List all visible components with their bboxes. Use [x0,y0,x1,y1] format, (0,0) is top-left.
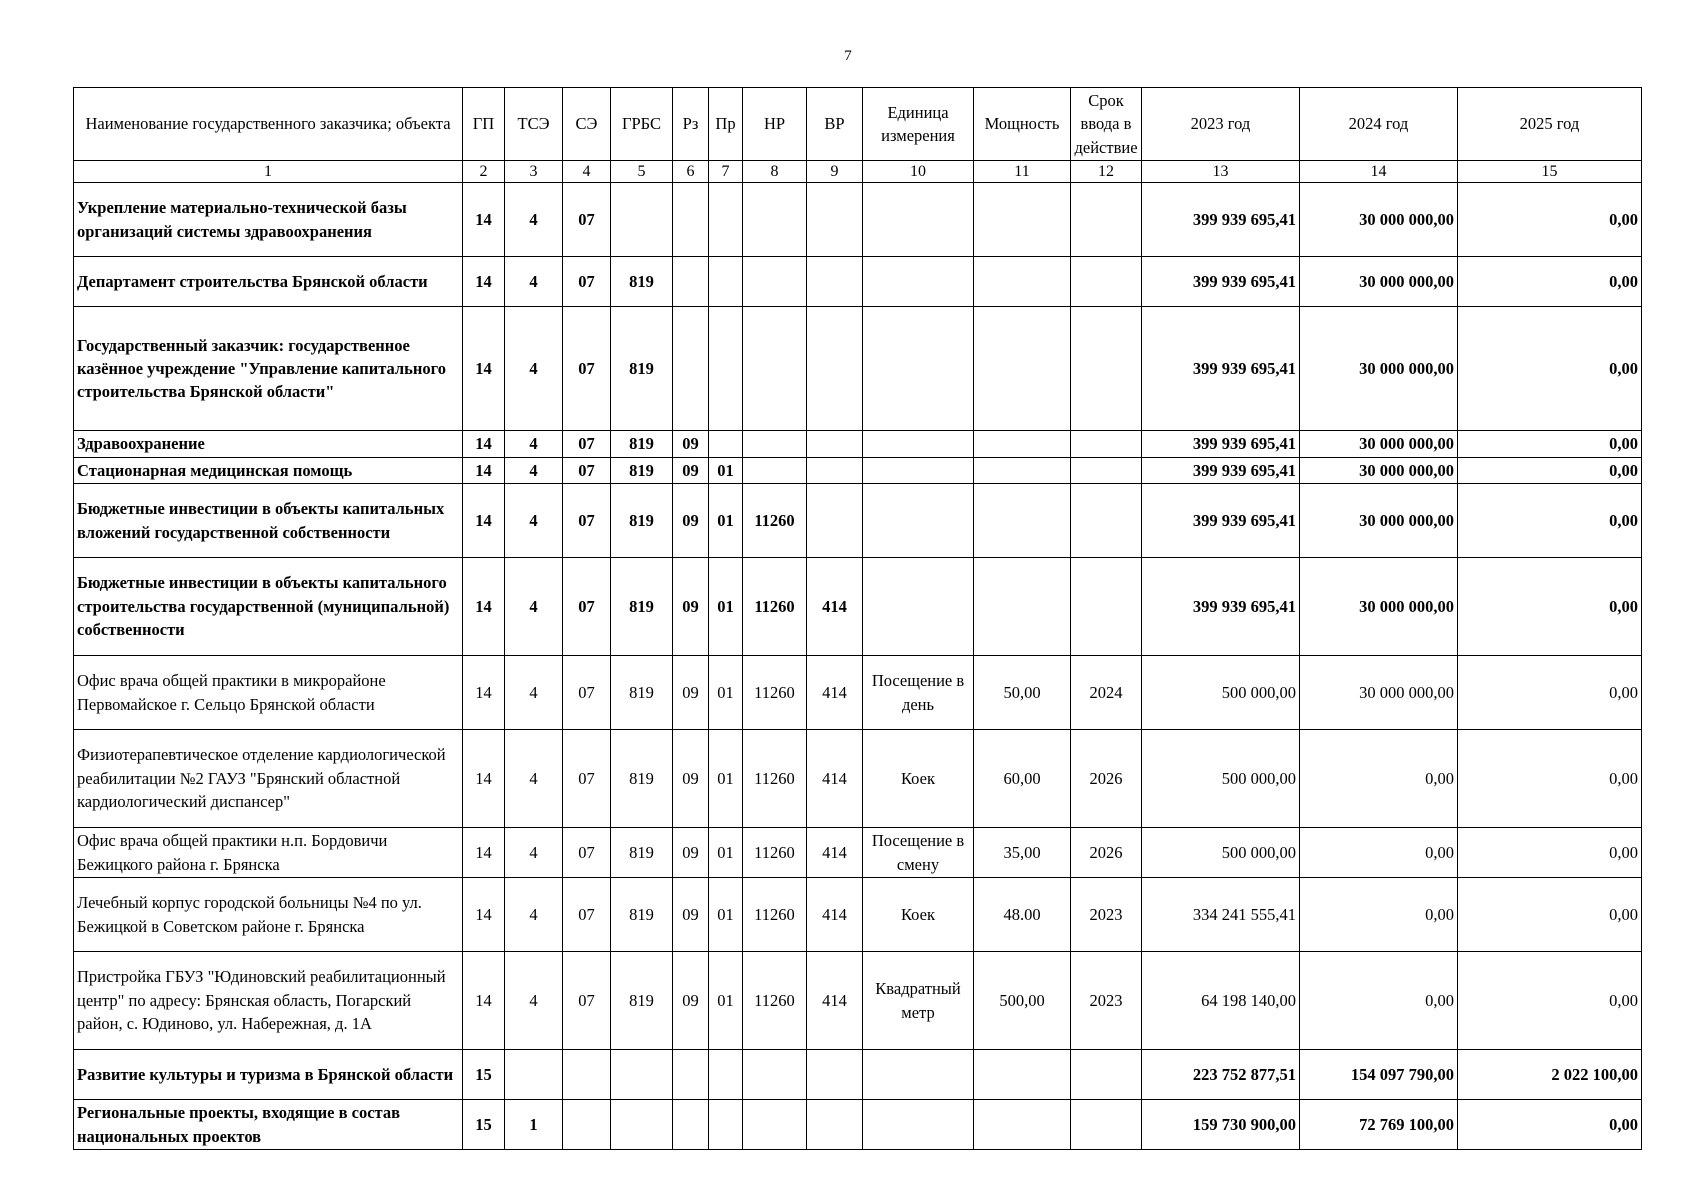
cell-gp: 14 [463,656,505,730]
row-name: Бюджетные инвестиции в объекты капитального строительства государственной (муниципальной) собственности [74,558,463,656]
cell-tse: 4 [505,656,563,730]
cell-pr [709,1100,743,1150]
cell-2023: 399 939 695,41 [1142,307,1300,431]
cell-pr [709,1050,743,1100]
cell-gp: 15 [463,1050,505,1100]
cell-capacity [974,1100,1071,1150]
cell-vr [807,183,863,257]
row-name: Региональные проекты, входящие в состав национальных проектов [74,1100,463,1150]
cell-2023: 159 730 900,00 [1142,1100,1300,1150]
cell-vr [807,1050,863,1100]
cell-unit: Посещение в день [863,656,974,730]
column-number: 8 [743,161,807,183]
cell-pr: 01 [709,730,743,828]
cell-grbs: 819 [611,878,673,952]
column-number: 13 [1142,161,1300,183]
cell-se: 07 [563,457,611,483]
column-number: 3 [505,161,563,183]
cell-tse: 4 [505,558,563,656]
header-name: Наименование государственного заказчика; объекта [74,88,463,161]
table-row [74,484,1642,558]
cell-2025: 0,00 [1458,307,1642,431]
cell-gp: 15 [463,1100,505,1150]
cell-term [1071,431,1142,457]
table-row [74,656,1642,730]
column-number: 1 [74,161,463,183]
cell-capacity [974,257,1071,307]
cell-nr [743,1100,807,1150]
column-number: 10 [863,161,974,183]
cell-term [1071,558,1142,656]
cell-vr [807,1100,863,1150]
cell-capacity: 35,00 [974,828,1071,878]
cell-unit [863,431,974,457]
cell-pr: 01 [709,484,743,558]
cell-2024: 72 769 100,00 [1300,1100,1458,1150]
cell-2025: 0,00 [1458,431,1642,457]
cell-rz: 09 [673,484,709,558]
cell-gp: 14 [463,558,505,656]
cell-2023: 399 939 695,41 [1142,257,1300,307]
cell-2024: 30 000 000,00 [1300,307,1458,431]
cell-vr: 414 [807,878,863,952]
cell-gp: 14 [463,484,505,558]
cell-2025: 0,00 [1458,1100,1642,1150]
cell-2024: 0,00 [1300,730,1458,828]
row-name: Пристройка ГБУЗ "Юдиновский реабилитационный центр" по адресу: Брянская область, Погарский район, с. Юдиново, ул. Набережная, д. 1А [74,952,463,1050]
row-name: Укрепление материально-технической базы организаций системы здравоохранения [74,183,463,257]
cell-gp: 14 [463,952,505,1050]
cell-se [563,1100,611,1150]
header-rz: Рз [673,88,709,161]
cell-rz [673,257,709,307]
row-name: Развитие культуры и туризма в Брянской области [74,1050,463,1100]
column-number: 9 [807,161,863,183]
cell-vr [807,307,863,431]
cell-capacity [974,431,1071,457]
cell-grbs: 819 [611,558,673,656]
cell-pr [709,257,743,307]
cell-2025: 0,00 [1458,656,1642,730]
cell-nr [743,457,807,483]
cell-rz [673,1100,709,1150]
cell-unit [863,183,974,257]
cell-pr: 01 [709,656,743,730]
cell-tse [505,1050,563,1100]
cell-pr [709,183,743,257]
cell-unit [863,457,974,483]
cell-rz: 09 [673,457,709,483]
cell-term [1071,257,1142,307]
cell-vr [807,257,863,307]
row-name: Стационарная медицинская помощь [74,457,463,483]
cell-term: 2023 [1071,878,1142,952]
cell-term [1071,1050,1142,1100]
cell-grbs: 819 [611,730,673,828]
row-name: Здравоохранение [74,431,463,457]
cell-gp: 14 [463,730,505,828]
cell-se: 07 [563,952,611,1050]
cell-2023: 399 939 695,41 [1142,431,1300,457]
cell-tse: 4 [505,730,563,828]
cell-capacity [974,1050,1071,1100]
cell-term [1071,1100,1142,1150]
cell-vr: 414 [807,656,863,730]
cell-grbs: 819 [611,952,673,1050]
column-number: 7 [709,161,743,183]
row-name: Департамент строительства Брянской области [74,257,463,307]
page-number: 7 [844,48,852,64]
header-2023: 2023 год [1142,88,1300,161]
cell-tse: 4 [505,952,563,1050]
cell-tse: 4 [505,431,563,457]
cell-capacity [974,558,1071,656]
cell-2025: 0,00 [1458,457,1642,483]
cell-grbs: 819 [611,257,673,307]
cell-rz: 09 [673,730,709,828]
header-se: СЭ [563,88,611,161]
table-row [74,257,1642,307]
row-name: Бюджетные инвестиции в объекты капитальных вложений государственной собственности [74,484,463,558]
cell-vr [807,431,863,457]
header-2025: 2025 год [1458,88,1642,161]
cell-tse: 4 [505,484,563,558]
header-term: Срок ввода в действие [1071,88,1142,161]
cell-vr [807,457,863,483]
cell-2024: 0,00 [1300,828,1458,878]
cell-nr [743,257,807,307]
column-number: 15 [1458,161,1642,183]
cell-unit [863,558,974,656]
cell-gp: 14 [463,183,505,257]
cell-2023: 399 939 695,41 [1142,484,1300,558]
cell-2025: 0,00 [1458,183,1642,257]
cell-2024: 30 000 000,00 [1300,457,1458,483]
cell-capacity: 50,00 [974,656,1071,730]
cell-se: 07 [563,307,611,431]
cell-vr: 414 [807,558,863,656]
cell-2023: 399 939 695,41 [1142,183,1300,257]
table-row [74,307,1642,431]
cell-se: 07 [563,558,611,656]
cell-tse: 4 [505,878,563,952]
cell-nr: 11260 [743,656,807,730]
cell-capacity [974,457,1071,483]
cell-rz: 09 [673,558,709,656]
table-row [74,952,1642,1050]
cell-rz: 09 [673,828,709,878]
cell-2025: 0,00 [1458,558,1642,656]
cell-2025: 2 022 100,00 [1458,1050,1642,1100]
cell-nr: 11260 [743,484,807,558]
cell-rz: 09 [673,878,709,952]
cell-term [1071,307,1142,431]
cell-se: 07 [563,878,611,952]
header-tse: ТСЭ [505,88,563,161]
cell-unit [863,257,974,307]
cell-rz [673,307,709,431]
header-row [74,88,1642,161]
header-2024: 2024 год [1300,88,1458,161]
header-unit: Единица измерения [863,88,974,161]
table-row [74,431,1642,457]
header-capacity: Мощность [974,88,1071,161]
cell-nr: 11260 [743,828,807,878]
cell-capacity: 60,00 [974,730,1071,828]
cell-vr [807,484,863,558]
cell-2025: 0,00 [1458,484,1642,558]
column-number: 14 [1300,161,1458,183]
cell-rz [673,183,709,257]
cell-gp: 14 [463,457,505,483]
table-row [74,1050,1642,1100]
cell-grbs: 819 [611,484,673,558]
cell-nr [743,1050,807,1100]
cell-pr: 01 [709,457,743,483]
table-row [74,1100,1642,1150]
cell-term: 2024 [1071,656,1142,730]
header-grbs: ГРБС [611,88,673,161]
cell-gp: 14 [463,257,505,307]
cell-unit [863,307,974,431]
cell-grbs: 819 [611,656,673,730]
cell-2024: 0,00 [1300,878,1458,952]
table-row [74,878,1642,952]
cell-2025: 0,00 [1458,952,1642,1050]
cell-unit [863,1050,974,1100]
cell-nr: 11260 [743,558,807,656]
cell-vr: 414 [807,952,863,1050]
cell-gp: 14 [463,431,505,457]
cell-2023: 223 752 877,51 [1142,1050,1300,1100]
cell-pr: 01 [709,828,743,878]
header-nr: НР [743,88,807,161]
column-number: 5 [611,161,673,183]
cell-se [563,1050,611,1100]
cell-capacity: 500,00 [974,952,1071,1050]
cell-tse: 1 [505,1100,563,1150]
column-number: 4 [563,161,611,183]
header-vr: ВР [807,88,863,161]
cell-tse: 4 [505,183,563,257]
cell-2023: 334 241 555,41 [1142,878,1300,952]
column-number-row [74,161,1642,183]
cell-term [1071,484,1142,558]
cell-nr [743,431,807,457]
cell-2024: 0,00 [1300,952,1458,1050]
cell-tse: 4 [505,828,563,878]
cell-term: 2026 [1071,730,1142,828]
cell-pr [709,431,743,457]
cell-pr [709,307,743,431]
cell-2025: 0,00 [1458,730,1642,828]
cell-nr [743,183,807,257]
cell-rz [673,1050,709,1100]
cell-rz: 09 [673,656,709,730]
cell-se: 07 [563,183,611,257]
table-body [74,183,1642,1150]
cell-unit [863,1100,974,1150]
cell-nr [743,307,807,431]
cell-nr: 11260 [743,952,807,1050]
cell-term [1071,457,1142,483]
cell-grbs: 819 [611,828,673,878]
cell-2024: 30 000 000,00 [1300,484,1458,558]
cell-se: 07 [563,656,611,730]
cell-grbs [611,1100,673,1150]
cell-gp: 14 [463,307,505,431]
cell-term [1071,183,1142,257]
cell-grbs: 819 [611,307,673,431]
cell-se: 07 [563,730,611,828]
cell-tse: 4 [505,307,563,431]
cell-pr: 01 [709,878,743,952]
cell-2025: 0,00 [1458,878,1642,952]
cell-2025: 0,00 [1458,257,1642,307]
cell-vr: 414 [807,828,863,878]
row-name: Физиотерапевтическое отделение кардиологической реабилитации №2 ГАУЗ "Брянский областной кардиологический диспансер" [74,730,463,828]
cell-unit [863,484,974,558]
cell-nr: 11260 [743,878,807,952]
cell-grbs [611,1050,673,1100]
column-number: 2 [463,161,505,183]
row-name: Офис врача общей практики н.п. Бордовичи Бежицкого района г. Брянска [74,828,463,878]
column-number: 6 [673,161,709,183]
cell-gp: 14 [463,878,505,952]
cell-tse: 4 [505,457,563,483]
table-row [74,730,1642,828]
row-name: Офис врача общей практики в микрорайоне Первомайское г. Сельцо Брянской области [74,656,463,730]
header-gp: ГП [463,88,505,161]
cell-se: 07 [563,257,611,307]
cell-2024: 30 000 000,00 [1300,656,1458,730]
cell-2023: 500 000,00 [1142,730,1300,828]
cell-2023: 500 000,00 [1142,656,1300,730]
cell-unit: Коек [863,878,974,952]
cell-se: 07 [563,828,611,878]
cell-grbs [611,183,673,257]
cell-tse: 4 [505,257,563,307]
column-number: 12 [1071,161,1142,183]
cell-2024: 30 000 000,00 [1300,257,1458,307]
cell-term: 2026 [1071,828,1142,878]
header-pr: Пр [709,88,743,161]
cell-rz: 09 [673,431,709,457]
cell-vr: 414 [807,730,863,828]
row-name: Государственный заказчик: государственное казённое учреждение "Управление капитального строительства Брянской области" [74,307,463,431]
cell-2023: 399 939 695,41 [1142,457,1300,483]
table-row [74,183,1642,257]
budget-table [73,87,1642,1150]
cell-nr: 11260 [743,730,807,828]
row-name: Лечебный корпус городской больницы №4 по ул. Бежицкой в Советском районе г. Брянска [74,878,463,952]
cell-pr: 01 [709,558,743,656]
cell-capacity: 48.00 [974,878,1071,952]
cell-capacity [974,484,1071,558]
cell-2024: 30 000 000,00 [1300,431,1458,457]
cell-2024: 30 000 000,00 [1300,183,1458,257]
cell-grbs: 819 [611,457,673,483]
cell-2025: 0,00 [1458,828,1642,878]
cell-unit: Посещение в смену [863,828,974,878]
cell-2023: 64 198 140,00 [1142,952,1300,1050]
cell-2023: 500 000,00 [1142,828,1300,878]
cell-unit: Коек [863,730,974,828]
table-row [74,558,1642,656]
cell-capacity [974,307,1071,431]
table-row [74,828,1642,878]
cell-2024: 30 000 000,00 [1300,558,1458,656]
cell-se: 07 [563,431,611,457]
cell-pr: 01 [709,952,743,1050]
cell-rz: 09 [673,952,709,1050]
column-number: 11 [974,161,1071,183]
cell-2023: 399 939 695,41 [1142,558,1300,656]
cell-grbs: 819 [611,431,673,457]
cell-se: 07 [563,484,611,558]
cell-term: 2023 [1071,952,1142,1050]
table-row [74,457,1642,483]
cell-capacity [974,183,1071,257]
cell-2024: 154 097 790,00 [1300,1050,1458,1100]
cell-unit: Квадратный метр [863,952,974,1050]
cell-gp: 14 [463,828,505,878]
